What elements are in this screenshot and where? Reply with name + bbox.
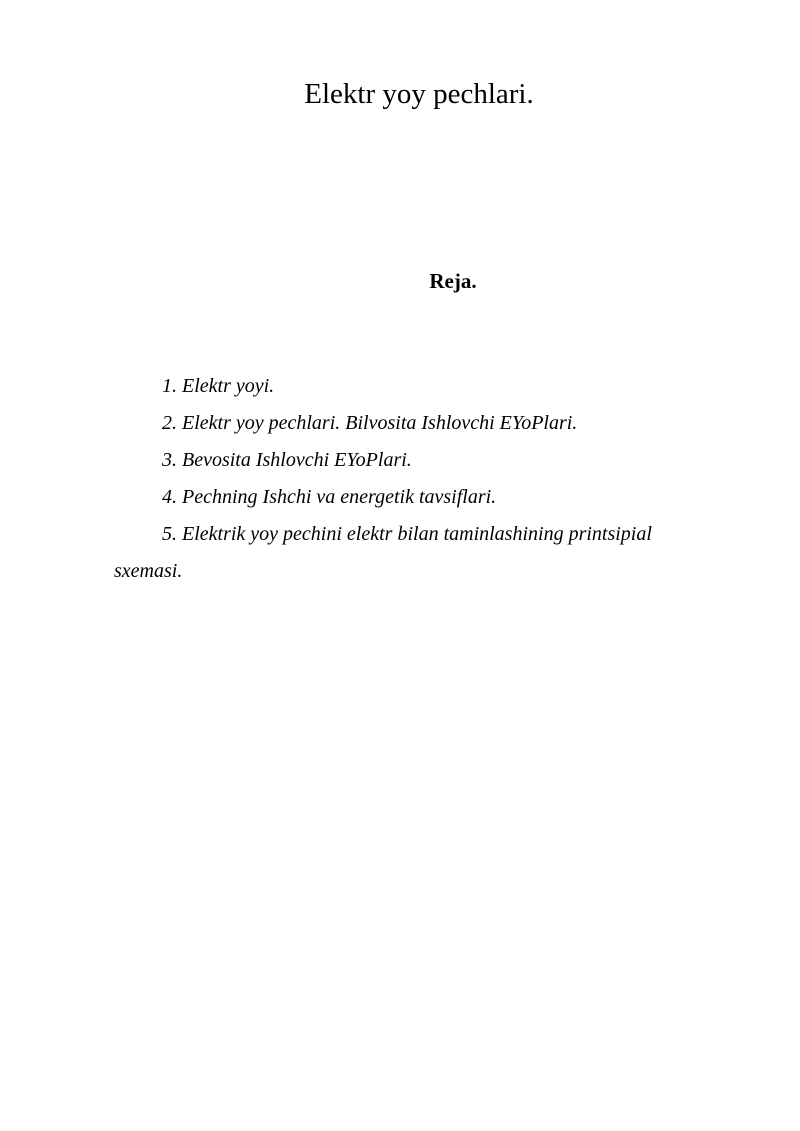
plan-item-1 <box>114 368 700 405</box>
plan-item-4 <box>114 479 700 516</box>
plan-item-number: 2. <box>162 412 177 434</box>
plan-item-text: Pechning Ishchi va energetik tavsiflari. <box>182 486 497 508</box>
plan-item-text: Bevosita Ishlovchi EYoPlari. <box>182 449 412 471</box>
plan-item-5 <box>114 516 700 590</box>
plan-item-3 <box>114 442 700 479</box>
plan-item-number: 4. <box>162 486 177 508</box>
document-title: Elektr yoy pechlari. <box>304 78 534 110</box>
plan-list <box>114 368 700 590</box>
plan-item-number: 1. <box>162 375 177 397</box>
plan-heading: Reja. <box>429 269 477 293</box>
plan-item-text: Elektrik yoy pechini elektr bilan taminlashining printsipial sxemasi. <box>114 523 652 582</box>
plan-item-number: 3. <box>162 449 177 471</box>
plan-item-text: Elektr yoy pechlari. Bilvosita Ishlovchi EYoPlari. <box>182 412 578 434</box>
plan-item-2 <box>114 405 700 442</box>
plan-item-number: 5. <box>162 523 177 545</box>
plan-item-text: Elektr yoyi. <box>182 375 275 397</box>
